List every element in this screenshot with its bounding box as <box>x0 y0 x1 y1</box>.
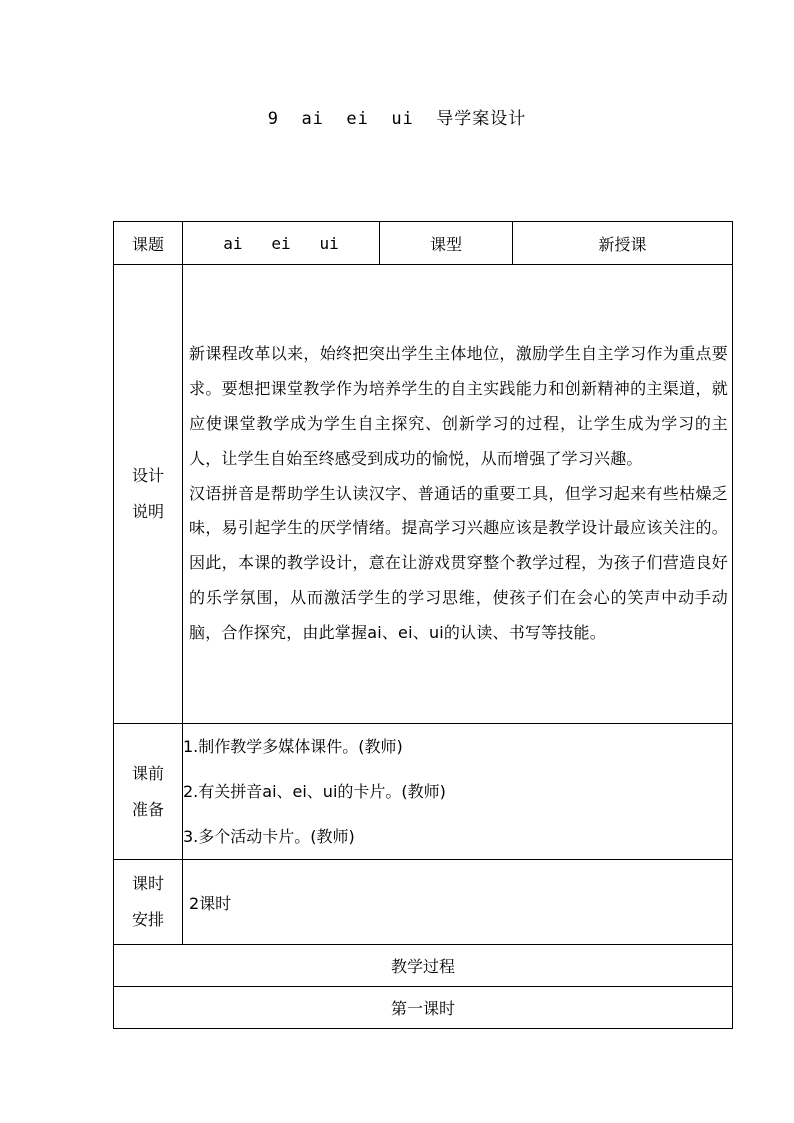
type-value: 新授课 <box>513 222 733 265</box>
prep-item: 2.有关拼音ai、ei、ui的卡片。(教师) <box>183 782 446 801</box>
design-paragraph-1: 新课程改革以来，始终把突出学生主体地位，激励学生自主学习作为重点要求。要想把课堂教学作为培养学生的自主实践能力和创新精神的主渠道，就应使课堂教学成为学生自主探究、创新学习的过程，让学生成为学习的主人，让学生自始至终感受到成功的愉悦，从而增强了学习兴趣。 <box>189 344 728 468</box>
design-paragraph-2: 汉语拼音是帮助学生认读汉字、普通话的重要工具，但学习起来有些枯燥乏味，易引起学生的厌学情绪。提高学习兴趣应该是教学设计最应该关注的。因此，本课的教学设计，意在让游戏贯穿整个教学过程，为孩子们营造良好的乐学氛围，从而激活学生的学习思维，使孩子们在会心的笑声中动手动脑，合作探究，由此掌握ai、ei、ui的认读、书写等技能。 <box>189 483 728 642</box>
schedule-label-line2: 安排 <box>131 910 164 929</box>
schedule-value: 2课时 <box>183 860 733 945</box>
schedule-label <box>114 860 183 945</box>
design-row <box>114 265 733 724</box>
schedule-label-line1: 课时 <box>131 874 164 893</box>
header-row <box>114 222 733 265</box>
prep-item: 3.多个活动卡片。(教师) <box>183 827 355 846</box>
first-lesson-heading: 第一课时 <box>114 987 733 1029</box>
process-heading: 教学过程 <box>114 945 733 987</box>
type-label: 课型 <box>380 222 513 265</box>
document-title: 9 ai ei ui 导学案设计 <box>267 109 527 129</box>
design-content <box>183 265 733 724</box>
topic-label: 课题 <box>114 222 183 265</box>
prep-label-line1: 课前 <box>131 763 164 783</box>
prep-label-line2: 准备 <box>131 799 164 819</box>
design-label <box>114 265 183 724</box>
prep-item: 1.制作教学多媒体课件。(教师) <box>183 737 403 756</box>
topic-value: ai ei ui <box>183 222 380 265</box>
first-lesson-row <box>114 987 733 1029</box>
design-label-line1: 设计 <box>131 466 164 485</box>
prep-label <box>114 724 183 860</box>
process-row <box>114 945 733 987</box>
prep-content <box>183 724 733 860</box>
prep-row <box>114 724 733 860</box>
schedule-row <box>114 860 733 945</box>
design-label-line2: 说明 <box>131 502 164 521</box>
lesson-plan-table <box>113 221 733 1029</box>
